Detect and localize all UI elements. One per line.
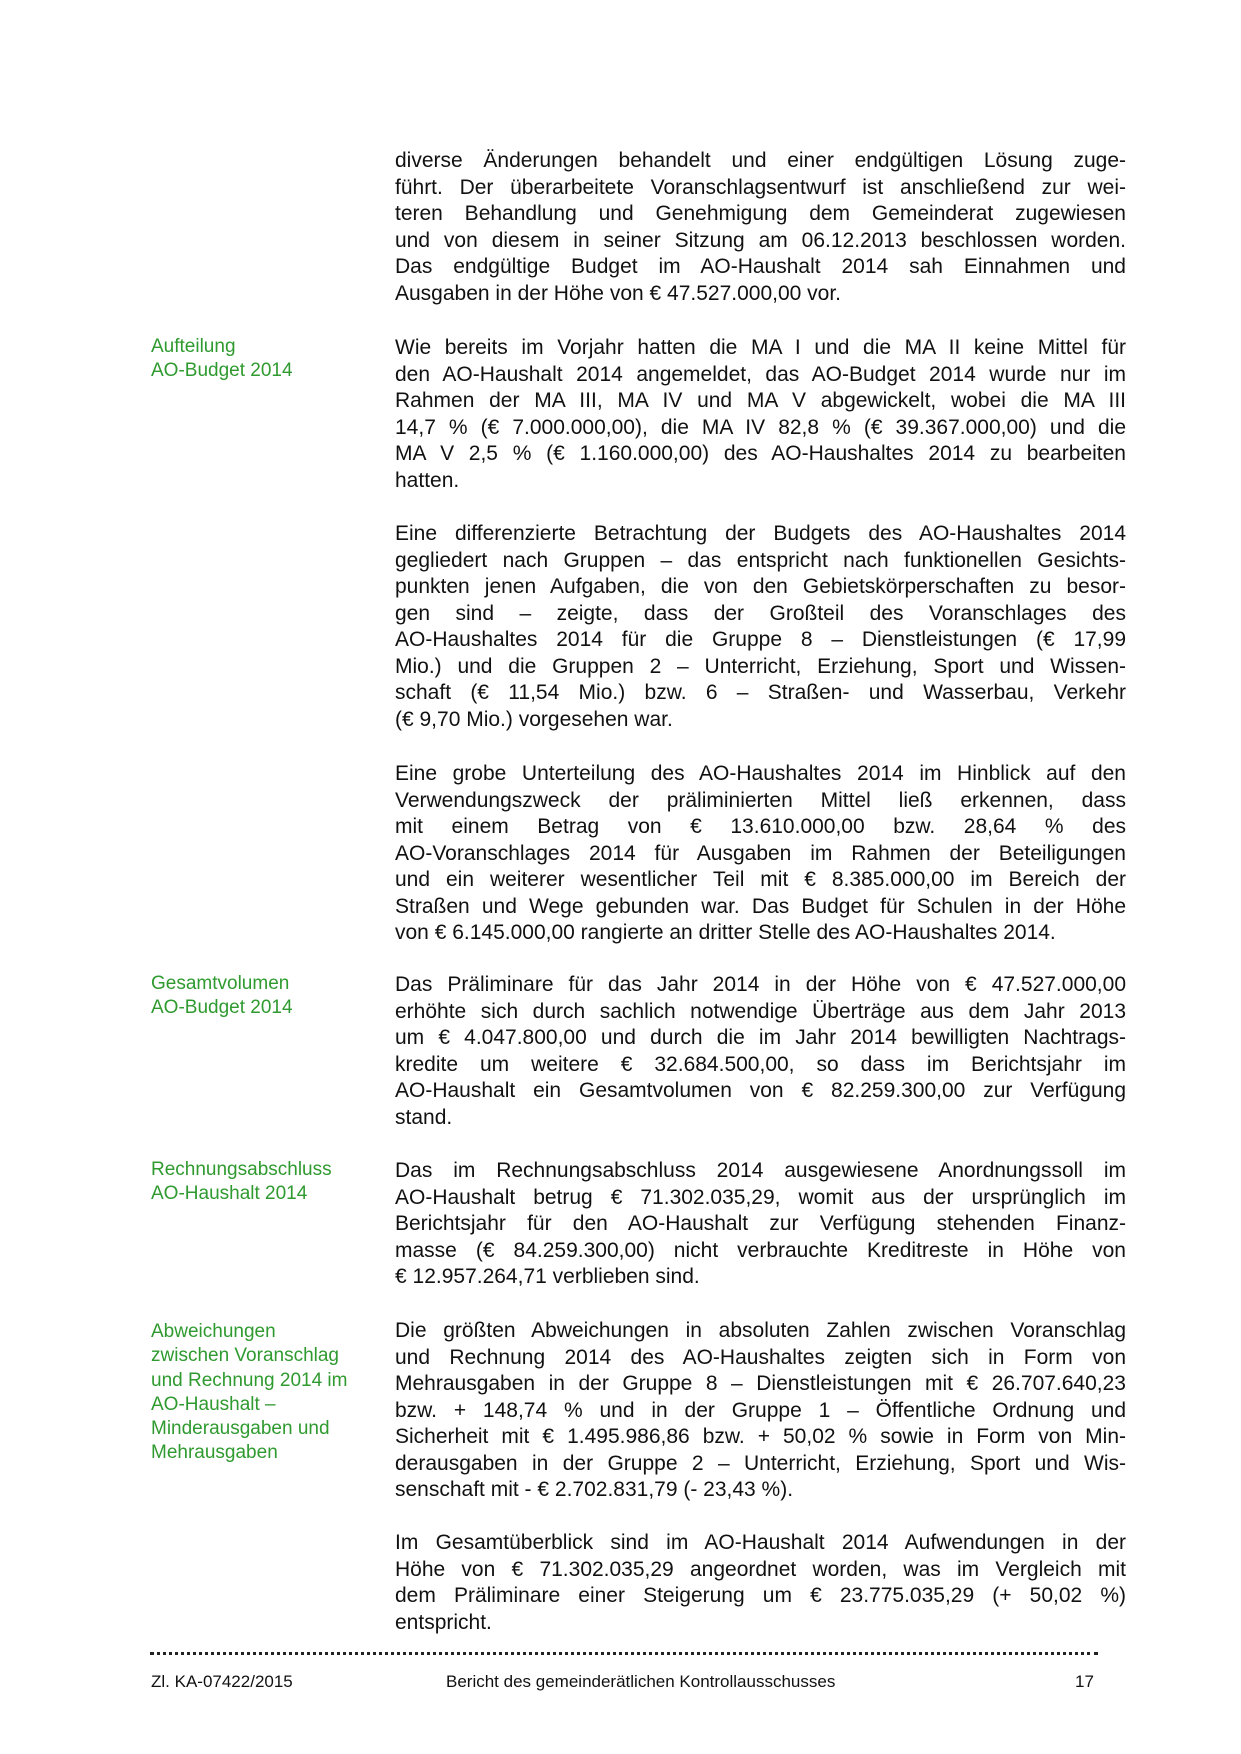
text-line: Verwendungszweck der präliminierten Mittel ließ erkennen, dass xyxy=(395,788,1126,812)
text-line: mit einem Betrag von € 13.610.000,00 bzw. 28,64 % des xyxy=(395,815,1126,838)
margin-heading-line: Minderausgaben und xyxy=(151,1418,330,1440)
footer-divider xyxy=(150,1652,1098,1655)
margin-heading-line: AO-Budget 2014 xyxy=(151,360,293,382)
text-line: Mehrausgaben in der Gruppe 8 – Dienstleistungen mit € 26.707.640,23 xyxy=(395,1372,1126,1395)
paragraph xyxy=(395,521,1126,733)
margin-heading-line: AO-Budget 2014 xyxy=(151,997,293,1019)
text-line: schaft (€ 11,54 Mio.) bzw. 6 – Straßen- und Wasserbau, Verkehr xyxy=(395,681,1126,704)
text-line: Sicherheit mit € 1.495.986,86 bzw. + 50,02 % sowie in Form von Min- xyxy=(395,1425,1126,1448)
text-line: von € 6.145.000,00 rangierte an dritter Stelle des AO-Haushaltes 2014. xyxy=(395,921,1056,944)
paragraph xyxy=(395,335,1126,494)
paragraph xyxy=(395,1530,1126,1636)
text-line: Das im Rechnungsabschluss 2014 ausgewiesene Anordnungssoll im xyxy=(395,1159,1126,1182)
text-line: kredite um weitere € 32.684.500,00, so dass im Berichtsjahr im xyxy=(395,1052,1126,1076)
text-line: führt. Der überarbeitete Voranschlagsentwurf ist anschließend zur wei- xyxy=(395,175,1126,199)
margin-heading xyxy=(151,1320,386,1466)
text-line: um € 4.047.800,00 und durch die im Jahr 2014 bewilligten Nachtrags- xyxy=(395,1026,1126,1049)
page-number: 17 xyxy=(1075,1672,1094,1691)
text-line: Im Gesamtüberblick sind im AO-Haushalt 2014 Aufwendungen in der xyxy=(395,1531,1126,1554)
margin-heading-line: und Rechnung 2014 im xyxy=(151,1369,348,1391)
margin-heading xyxy=(151,972,386,1021)
text-line: teren Behandlung und Genehmigung dem Gemeinderat zugewiesen xyxy=(395,202,1126,225)
margin-heading-line: Rechnungsabschluss xyxy=(151,1159,332,1180)
text-line: AO-Voranschlages 2014 für Ausgaben im Rahmen der Beteiligungen xyxy=(395,841,1126,865)
margin-heading xyxy=(151,335,386,384)
text-line: dem Präliminare einer Steigerung um € 23.775.035,29 (+ 50,02 %) xyxy=(395,1584,1126,1607)
paragraph xyxy=(395,761,1126,947)
text-line: 14,7 % (€ 7.000.000,00), die MA IV 82,8 % (€ 39.367.000,00) und die xyxy=(395,415,1126,439)
margin-heading-line: Aufteilung xyxy=(151,336,236,357)
footer-reference: Zl. KA-07422/2015 xyxy=(151,1672,293,1691)
text-line: Ausgaben in der Höhe von € 47.527.000,00 vor. xyxy=(395,281,842,305)
paragraph xyxy=(395,148,1126,307)
text-line: Höhe von € 71.302.035,29 angeordnet worden, was im Vergleich mit xyxy=(395,1557,1126,1581)
text-line: Das Präliminare für das Jahr 2014 in der Höhe von € 47.527.000,00 xyxy=(395,973,1126,996)
text-line: (€ 9,70 Mio.) vorgesehen war. xyxy=(395,707,673,731)
margin-heading-line: zwischen Voranschlag xyxy=(151,1345,339,1367)
text-line: derausgaben in der Gruppe 2 – Unterricht, Erziehung, Sport und Wis- xyxy=(395,1451,1126,1475)
text-line: MA V 2,5 % (€ 1.160.000,00) des AO-Haushaltes 2014 zu bearbeiten xyxy=(395,442,1126,465)
text-line: AO-Haushaltes 2014 für die Gruppe 8 – Dienstleistungen (€ 17,99 xyxy=(395,628,1126,651)
text-line: und ein weiterer wesentlicher Teil mit € 8.385.000,00 im Bereich der xyxy=(395,868,1126,891)
text-line: masse (€ 84.259.300,00) nicht verbrauchte Kreditreste in Höhe von xyxy=(395,1238,1126,1262)
text-line: Straßen und Wege gebunden war. Das Budget für Schulen in der Höhe xyxy=(395,894,1126,918)
text-line: und von diesem in seiner Sitzung am 06.12.2013 beschlossen worden. xyxy=(395,228,1126,252)
text-line: Berichtsjahr für den AO-Haushalt zur Verfügung stehenden Finanz- xyxy=(395,1212,1126,1235)
text-line: AO-Haushalt betrug € 71.302.035,29, womit aus der ursprünglich im xyxy=(395,1185,1126,1209)
text-line: senschaft mit - € 2.702.831,79 (- 23,43 %). xyxy=(395,1478,794,1501)
text-line: AO-Haushalt ein Gesamtvolumen von € 82.259.300,00 zur Verfügung xyxy=(395,1079,1126,1102)
text-line: Wie bereits im Vorjahr hatten die MA I und die MA II keine Mittel für xyxy=(395,336,1126,359)
text-line: Rahmen der MA III, MA IV und MA V abgewickelt, wobei die MA III xyxy=(395,389,1126,412)
footer-title: Bericht des gemeinderätlichen Kontrollausschusses xyxy=(446,1672,836,1691)
text-line: den AO-Haushalt 2014 angemeldet, das AO-Budget 2014 wurde nur im xyxy=(395,362,1126,386)
margin-heading-line: Mehrausgaben xyxy=(151,1442,278,1464)
text-line: erhöhte sich durch sachlich notwendige Überträge aus dem Jahr 2013 xyxy=(395,999,1126,1023)
paragraph xyxy=(395,1158,1126,1291)
text-line: Mio.) und die Gruppen 2 – Unterricht, Erziehung, Sport und Wissen- xyxy=(395,654,1126,678)
text-line: Eine differenzierte Betrachtung der Budgets des AO-Haushaltes 2014 xyxy=(395,522,1126,545)
margin-heading-line: AO-Haushalt – xyxy=(151,1393,276,1415)
text-line: stand. xyxy=(395,1105,453,1129)
text-line: Die größten Abweichungen in absoluten Zahlen zwischen Voranschlag xyxy=(395,1319,1126,1342)
text-line: gegliedert nach Gruppen – das entspricht nach funktionellen Gesichts- xyxy=(395,548,1126,572)
text-line: Das endgültige Budget im AO-Haushalt 2014 sah Einnahmen und xyxy=(395,255,1126,278)
text-line: punkten jenen Aufgaben, die von den Gebietskörperschaften zu besor- xyxy=(395,575,1126,598)
margin-heading-line: Gesamtvolumen xyxy=(151,973,290,994)
text-line: € 12.957.264,71 verblieben sind. xyxy=(395,1265,700,1288)
text-line: entspricht. xyxy=(395,1610,492,1634)
text-line: diverse Änderungen behandelt und einer endgültigen Lösung zuge- xyxy=(395,149,1126,172)
paragraph xyxy=(395,1318,1126,1504)
text-line: hatten. xyxy=(395,468,460,492)
text-line: und Rechnung 2014 des AO-Haushaltes zeigten sich in Form von xyxy=(395,1345,1126,1369)
paragraph xyxy=(395,972,1126,1131)
margin-heading-line: AO-Haushalt 2014 xyxy=(151,1183,308,1205)
margin-heading xyxy=(151,1158,386,1207)
text-line: gen sind – zeigte, dass der Großteil des Voranschlages des xyxy=(395,601,1126,625)
text-line: bzw. + 148,74 % und in der Gruppe 1 – Öffentliche Ordnung und xyxy=(395,1398,1126,1422)
text-line: Eine grobe Unterteilung des AO-Haushaltes 2014 im Hinblick auf den xyxy=(395,762,1126,785)
margin-heading-line: Abweichungen xyxy=(151,1321,276,1342)
